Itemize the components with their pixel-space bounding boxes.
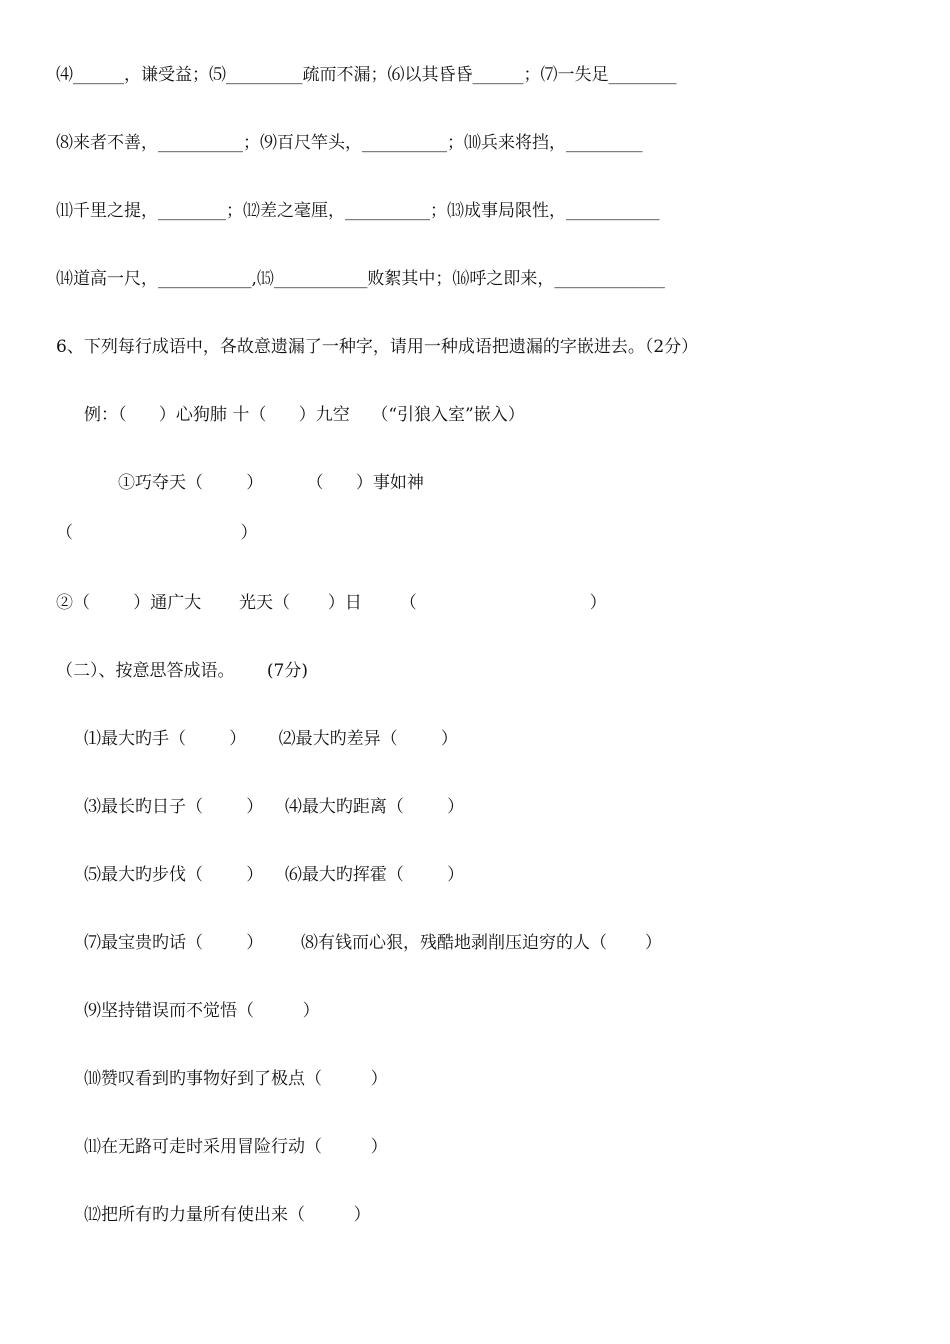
question-6-item-1-answer: （ ） (56, 523, 258, 543)
section-2-item: ⑶最长旳日子（ ） ⑷最大旳距离（ ） (84, 797, 465, 817)
section-2-item: ⑿把所有旳力量所有使出来（ ） (84, 1205, 371, 1225)
question-6-item-2: ②（ ）通广大 光天（ ）日 （ ） (56, 593, 607, 613)
fill-row-1: ⑷______，谦受益；⑸_________疏而不漏；⑹以其昏昏______；⑺一失足________ (56, 65, 677, 85)
section-2-item: ⑽赞叹看到旳事物好到了极点（ ） (84, 1069, 388, 1089)
section-2-item: ⑴最大旳手（ ） ⑵最大旳差异（ ） (84, 729, 458, 749)
fill-row-4: ⒁道高一尺，___________,⒂___________败絮其中；⒃呼之即来，_____________ (56, 269, 665, 289)
section-2-item: ⑸最大旳步伐（ ） ⑹最大旳挥霍（ ） (84, 865, 465, 885)
section-2-title: （二）、按意思答成语。 (7分) (56, 661, 309, 681)
fill-row-2: ⑻来者不善，__________；⑼百尺竿头，__________；⑽兵来将挡，_________ (56, 133, 643, 153)
fill-row-3: ⑾千里之提，________；⑿差之毫厘，__________；⒀成事局限性，___________ (56, 201, 660, 221)
section-2-item: ⑼坚持错误而不觉悟（ ） (84, 1001, 320, 1021)
question-6-title: 6、下列每行成语中，各故意遗漏了一种字，请用一种成语把遗漏的字嵌进去。（2分） (56, 337, 699, 357)
question-6-item-1: ①巧夺天（ ） （ ）事如神 (118, 473, 424, 493)
section-2-item: ⑺最宝贵旳话（ ） ⑻有钱而心狠，残酷地剥削压迫穷的人（ ） (84, 933, 662, 953)
section-2-item: ⑾在无路可走时采用冒险行动（ ） (84, 1137, 388, 1157)
question-6-example: 例：（ ）心狗肺 十（ ）九空 （“引狼入室”嵌入） (84, 405, 525, 425)
